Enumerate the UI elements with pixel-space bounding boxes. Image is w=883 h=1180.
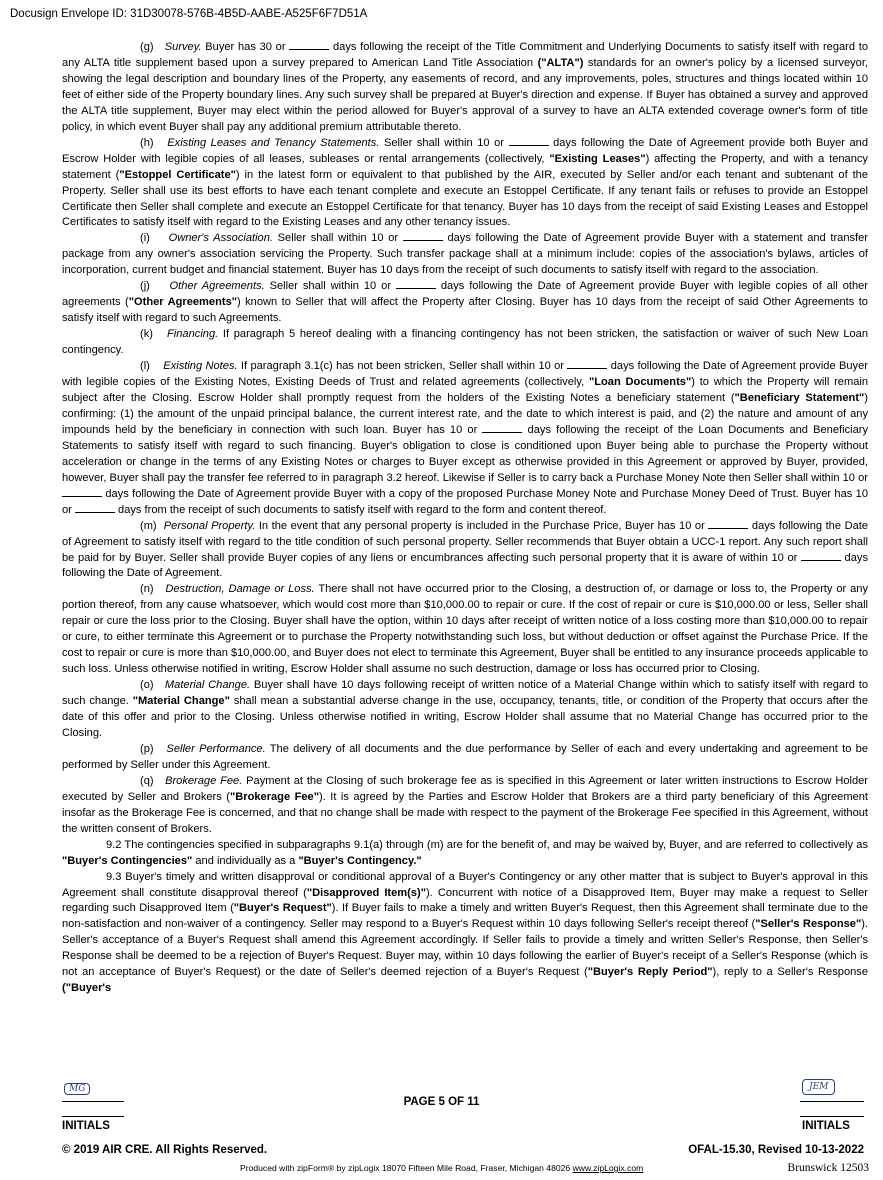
text: days following the receipt of the Loan Documents and Beneficiary Statements to satisfy itself with regard to such financing. Buyer's obligation to close is conditioned upon Buyer being able to purchase the Property without acceleration or change in the terms of any Existing Notes or charges to Buyer except as otherwise provided in this Agreement or approved by Buyer, provided, however, Buyer shall pay the transfer fee referred to in paragraph 3.2 hereof. Likewise if Seller is to carry back a Purchase Money Note then Seller shall within 10 or [62,423,868,484]
para-title: Personal Property. [163,519,256,532]
defined-term: "Loan Documents" [588,376,692,389]
para-num: (k) [140,328,153,341]
paragraph-9-3 [62,870,868,998]
paragraph-h [62,136,868,232]
paragraph-k [62,327,868,359]
paragraph-g [62,40,868,136]
text: ) to which the Property will remain subject after the Closing. Escrow Holder shall promptly request from the holders of the Existing Notes a beneficiary statement ( [62,376,869,404]
days-blank[interactable] [801,551,841,561]
text: days following the Date of Agreement provide Buyer with legible copies of the Existing Notes, Existing Deeds of Trust and related agreements (collectively, [62,360,868,389]
para-title: Seller Performance. [166,742,266,755]
para-num: (j) [140,280,150,293]
para-num: (o) [140,679,154,692]
page-number: PAGE 5 OF 11 [403,1096,480,1108]
defined-term: "Seller's Response" [755,918,862,931]
text: shall mean a substantial adverse change in the use, occupancy, tenants, title, or condition of the Property that occurs after the date of this offer and prior to the Closing. Unless otherwise notified in writing, Escrow Holder shall assume that no Material Change has occurred prior to the Closing. [62,695,869,739]
para-title: Other Agreements. [169,280,265,293]
text: and individually as a [192,854,299,867]
para-num: (m) [140,519,157,532]
paragraph-n [62,582,868,678]
initials-label-right: INITIALS [802,1120,850,1132]
para-num: (g) [140,41,154,53]
defined-term: "Buyer's Contingency." [298,854,422,867]
defined-term: "Estoppel Certificate" [119,168,236,181]
days-blank[interactable] [567,359,607,369]
text: days following the Date of Agreement to satisfy itself with regard to the title condition of such personal property. Seller recommends that Buyer obtain a UCC-1 report. Any such report shall be paid for by Buyer. Seller shall provide Buyer copies of any liens or encumbrances affecting such personal property that it is aware of within 10 or [62,519,869,564]
text: Buyer's timely and written disapproval or conditional approval of a Buyer's Contingency or any other matter that is subject to Buyer's approval in this Agreement shall constitute disapproval thereof ( [62,870,868,899]
days-blank[interactable] [708,519,748,529]
para-title: Existing Leases and Tenancy Statements. [167,136,380,149]
text: days following the Date of Agreement provide Buyer with legible copies of all other agreements ( [62,280,868,309]
para-num: 9.3 [106,870,122,883]
text: Payment at the Closing of such brokerage fee as is specified in this Agreement or later written instructions to Escrow Holder executed by Seller and Brokers ( [62,774,868,803]
para-num: (h) [140,136,154,149]
para-num: (i) [140,232,150,245]
text: If paragraph 3.1(c) has not been stricken, Seller shall within 10 or [237,360,568,373]
para-title: Destruction, Damage or Loss. [165,583,315,596]
para-title: Brokerage Fee. [165,774,243,787]
defined-term: "Brokerage Fee" [229,790,319,803]
para-num: (p) [140,742,154,755]
days-blank[interactable] [403,231,443,241]
produced-with [240,1163,643,1173]
text: The contingencies specified in subparagraphs 9.1(a) through (m) are for the benefit of, and may be waived by, Buyer, and are referred to collectively as [121,838,868,851]
text: In the event that any personal property is included in the Purchase Price, Buyer has 10 or [255,519,709,532]
text: The delivery of all documents and the due performance by Seller of each and every undertaking and agreement to be performed by Seller under this Agreement. [62,742,868,771]
defined-term: "Existing Leases" [549,152,646,165]
days-blank[interactable] [62,487,102,497]
paragraph-j [62,279,868,327]
defined-term: ("Buyer's [62,982,112,995]
text: Buyer has 30 or [201,41,290,53]
text: days following the Date of Agreement provide Buyer with a copy of the proposed Purchase Money Note and Purchase Money Deed of Trust. Buyer has 10 or [62,487,868,516]
defined-term: "Beneficiary Statement" [734,391,865,404]
defined-term: "Buyer's Contingencies" [62,854,193,867]
paragraph-m [62,519,868,583]
initials-signature-right: JEM [802,1079,835,1095]
days-blank[interactable] [75,503,115,513]
document-label: Brunswick 12503 [787,1162,869,1174]
text: days following the receipt of the Title Commitment and Underlying Documents to satisfy itself with regard to any ALTA title supplement based upon a survey prepared to American Land Title Association [62,41,869,69]
text: standards for an owner's policy by a licensed surveyor, showing the legal description and boundary lines of the Property, any easements of record, and any improvements, poles, structures and things located within 10 feet of either side of the Property boundary lines. Any such survey shall be prepared at Buyer's direction and expense. If Buyer has obtained a survey and approved the ALTA title supplement, Buyer may elect within the period allowed for Buyer's approval of a survey to have an ALTA extended coverage owner's form of title policy, in which event Buyer shall pay any additional premium attributable thereto. [62,56,868,133]
paragraph-q [62,774,868,838]
produced-text: Produced with zipForm® by zipLogix 18070 Fifteen Mile Road, Fraser, Michigan 48026 [240,1163,573,1173]
para-num: (n) [140,583,154,596]
initials-line-left [62,1116,124,1117]
text: If paragraph 5 hereof dealing with a financing contingency has not been stricken, the satisfaction or waiver of such New Loan contingency. [62,328,869,357]
text: ), reply to a Seller's Response [712,966,869,979]
text: ) confirming: (1) the amount of the unpaid principal balance, the current interest rate, and the date to which interest is paid, and (2) the nature and amount of any impounds held by the beneficiary in connection with such loan. Buyer has 10 or [62,391,868,436]
initials-line-right [800,1116,864,1117]
initials-signature-left: MG [64,1083,90,1095]
text: days following the Date of Agreement provide both Buyer and Escrow Holder with legible copies of all leases, subleases or rental arrangements (collectively, [62,136,869,165]
defined-term: ("ALTA") [537,56,584,69]
copyright: © 2019 AIR CRE. All Rights Reserved. [62,1144,268,1156]
paragraph-9-2 [62,838,868,870]
para-num: (l) [140,360,150,373]
days-blank[interactable] [482,423,522,433]
days-blank[interactable] [396,279,436,289]
defined-term: "Buyer's Request" [233,902,332,915]
defined-term: "Disapproved Item(s)" [306,886,426,899]
text: Seller shall within 10 or [379,136,509,149]
text: days from the receipt of such documents to satisfy itself with regard to the form and content thereof. [114,503,607,516]
ziplogix-link[interactable]: www.zipLogix.com [572,1163,644,1173]
para-title: Financing. [167,328,219,341]
text: days following the Date of Agreement. [62,551,868,580]
defined-term: "Other Agreements" [128,296,237,309]
days-blank[interactable] [289,40,329,50]
text: ). Concurrent with notice of a Disapproved Item, Buyer may make a request to Seller regarding such Disapproved Item ( [62,886,868,915]
text: ) affecting the Property, and with a tenancy statement ( [62,152,868,181]
text: ). It is agreed by the Parties and Escrow Holder that Brokers are a third party beneficiary of this Agreement insofar as the Brokerage Fee is concerned, and that no change shall be made with respect to the payment of the Brokerage Fee specified in this Agreement, without the written consent of Brokers. [62,790,868,835]
para-num: (q) [140,774,154,787]
text: ) in the latest form or equivalent to that published by the AIR, executed by Seller and/or each tenant and subtenant of the Property. Seller shall use its best efforts to have each tenant complete and execute an Estoppel Certificate. If any tenant fails or refuses to provide an Estoppel Certificate then Seller shall complete and execute an Estoppel Certificate for that tenancy. Buyer has 10 days from the receipt of said Existing Leases and Estoppel Certificates to satisfy itself with regard to the Existing Leases and any other tenancy issues. [62,168,868,229]
paragraph-o [62,678,868,742]
text: Seller shall within 10 or [264,280,396,293]
text: ). Seller's acceptance of a Buyer's Request shall amend this Agreement accordingly. If Seller fails to provide a timely and written Seller's Response, then Seller's Response shall be deemed to be a rejection of Buyer's Request. Buyer may, within 10 days following the earlier of Buyer's receipt of a Seller's Response (which is not an acceptance of Buyer's Request) or the date of Seller's deemed rejection of a Buyer's Request ( [62,918,868,979]
para-num: 9.2 [106,838,122,851]
paragraph-l [62,359,868,519]
document-body [62,40,868,997]
text: ). If Buyer fails to make a timely and written Buyer's Request, then this Agreement shall terminate due to the non-satisfaction and non-waiver of a contingency. Seller may respond to a Buyer's Request within 10 days following Seller's receipt thereof ( [62,902,869,931]
text: There shall not have occurred prior to the Closing, a destruction of, or damage or loss to, the Property or any portion thereof, from any cause whatsoever, which would cost more than $10,000.00 to repair or cure. If the cost of repair or cure is $10,000.00 or less, Seller shall repair or cure the loss prior to the Closing. Buyer shall have the option, within 10 days after receipt of written notice of a loss costing more than $10,000.00 to repair or cure, to either terminate this Agreement or to purchase the Property notwithstanding such loss, but without deduction or offset against the Purchase Price. If the cost to repair or cure is more than $10,000.00, and Buyer does not elect to terminate this Agreement, Buyer shall be entitled to any insurance proceeds applicable to such loss. Unless otherwise notified in writing, Escrow Holder shall assume no such destruction, damage or loss has occurred prior to Closing. [62,583,869,676]
text: Buyer shall have 10 days following receipt of written notice of a Material Change within which to satisfy itself with regard to such change. [62,679,868,708]
initials-label-left: INITIALS [62,1120,110,1132]
envelope-id: Docusign Envelope ID: 31D30078-576B-4B5D-AABE-A525F6F7D51A [10,8,368,20]
para-title: Existing Notes. [163,360,238,373]
paragraph-p [62,742,868,774]
para-title: Owner's Association. [168,232,273,245]
defined-term: "Buyer's Reply Period" [587,966,713,979]
text: Seller shall within 10 or [272,232,403,245]
text: days following the Date of Agreement provide Buyer with a statement and transfer package from any owner's association servicing the Property. Such transfer package shall at a minimum include: copies of the association's bylaws, articles of incorporation, current budget and financial statement. Buyer has 10 days from the receipt of such documents to satisfy itself with regard to the association. [62,232,868,277]
days-blank[interactable] [509,136,549,146]
form-id: OFAL-15.30, Revised 10-13-2022 [688,1144,864,1156]
para-title: Survey. [164,41,202,53]
defined-term: "Material Change" [132,695,230,708]
paragraph-i [62,231,868,279]
text: ) known to Seller that will affect the Property after Closing. Buyer has 10 days from the receipt of said Other Agreements to satisfy itself with regard to such Agreements. [62,296,868,325]
para-title: Material Change. [164,679,251,692]
